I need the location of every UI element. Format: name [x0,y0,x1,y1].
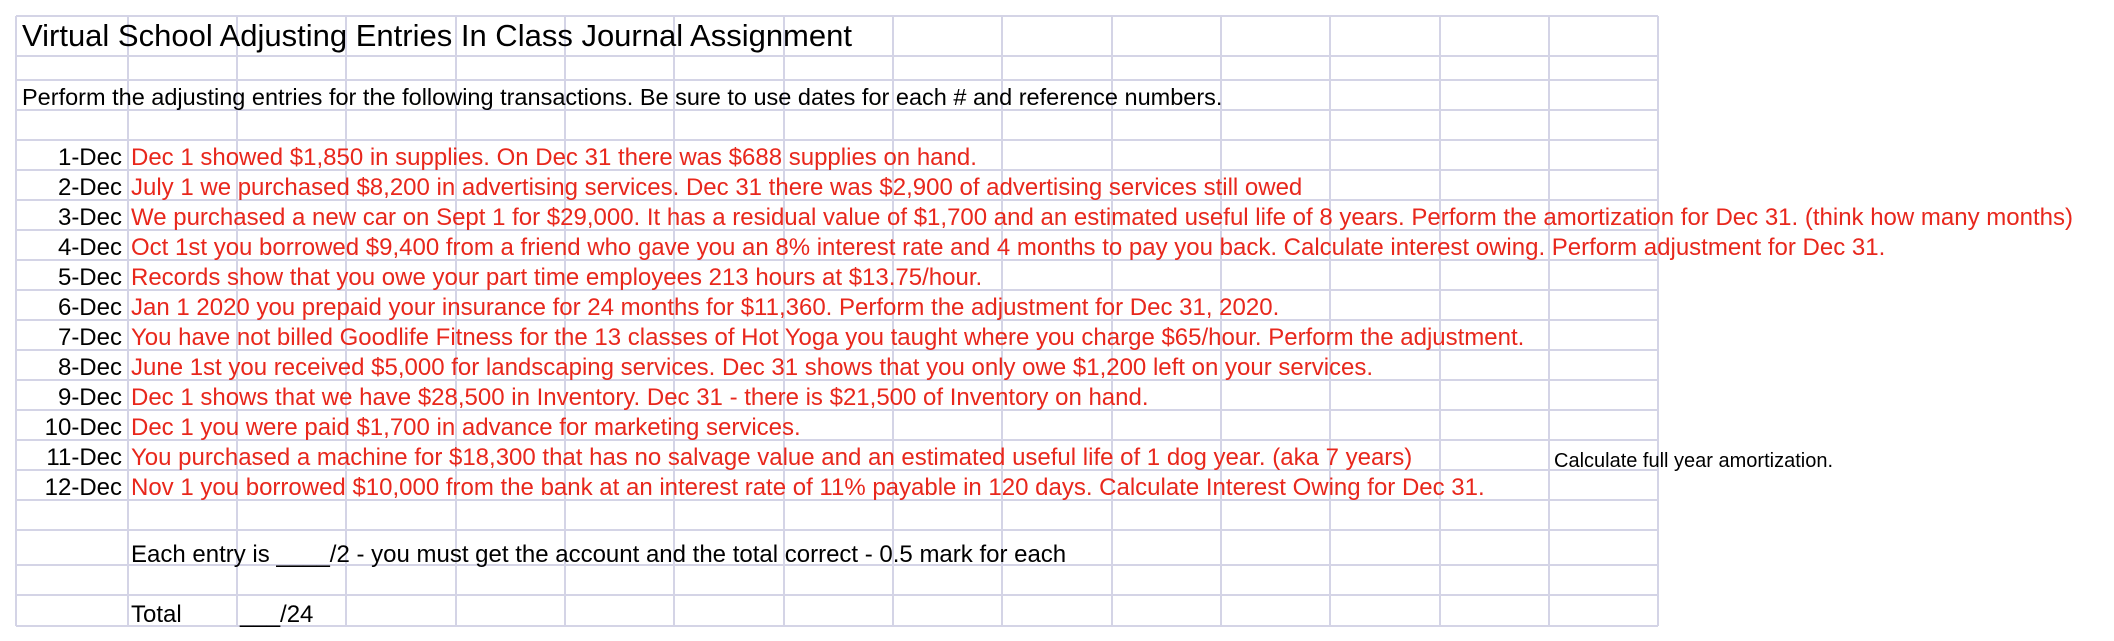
transaction-date: 12-Dec [44,474,122,501]
transaction-date: 8-Dec [57,354,122,381]
transaction-text: Jan 1 2020 you prepaid your insurance for 24 months for $11,360. Perform the adjustment for Dec 31, 2020. [131,294,1280,321]
transaction-date: 7-Dec [57,324,122,351]
page-title: Virtual School Adjusting Entries In Class Journal Assignment [22,18,852,53]
transaction-date: 10-Dec [44,414,122,441]
side-note: Calculate full year amortization. [1554,450,1834,472]
scoring-instructions: Each entry is ____/2 - you must get the account and the total correct - 0.5 mark for each [131,541,1067,568]
transaction-text: June 1st you received $5,000 for landscaping services. Dec 31 shows that you only owe $1,200 left on your services. [131,354,1374,381]
transaction-date: 3-Dec [57,204,122,231]
transaction-text: You purchased a machine for $18,300 that has no salvage value and an estimated useful life of 1 dog year. (aka 7 years) [131,444,1413,471]
transaction-date: 6-Dec [57,294,122,321]
transaction-text: Records show that you owe your part time employees 213 hours at $13.75/hour. [131,264,983,291]
transaction-text: Oct 1st you borrowed $9,400 from a friend who gave you an 8% interest rate and 4 months to pay you back. Calculate interest owing. Perform adjustment for Dec 31. [131,234,1886,261]
transaction-date: 1-Dec [57,144,122,171]
transaction-text: Dec 1 shows that we have $28,500 in Inventory. Dec 31 - there is $21,500 of Inventory on hand. [131,384,1149,411]
transaction-date: 11-Dec [46,444,122,471]
transaction-date: 2-Dec [57,174,122,201]
transaction-text: Dec 1 you were paid $1,700 in advance for marketing services. [131,414,801,441]
instructions-text: Perform the adjusting entries for the following transactions. Be sure to use dates for each # and reference numbers. [22,84,1223,110]
transaction-date: 4-Dec [57,234,122,261]
total-label: Total [131,601,182,628]
transaction-text: Dec 1 showed $1,850 in supplies. On Dec 31 there was $688 supplies on hand. [131,144,977,171]
total-value: ___/24 [240,601,314,628]
transaction-text: We purchased a new car on Sept 1 for $29,000. It has a residual value of $1,700 and an estimated useful life of 8 years. Perform the amortization for Dec 31. (think how many months) [131,204,2073,231]
transaction-date: 9-Dec [57,384,122,411]
transaction-date: 5-Dec [57,264,122,291]
transaction-text: Nov 1 you borrowed $10,000 from the bank at an interest rate of 11% payable in 120 days. Calculate Interest Owing for Dec 31. [131,474,1485,501]
transaction-text: July 1 we purchased $8,200 in advertising services. Dec 31 there was $2,900 of advertising services still owed [131,174,1303,201]
transaction-text: You have not billed Goodlife Fitness for the 13 classes of Hot Yoga you taught where you charge $65/hour. Perform the adjustment. [131,324,1525,351]
